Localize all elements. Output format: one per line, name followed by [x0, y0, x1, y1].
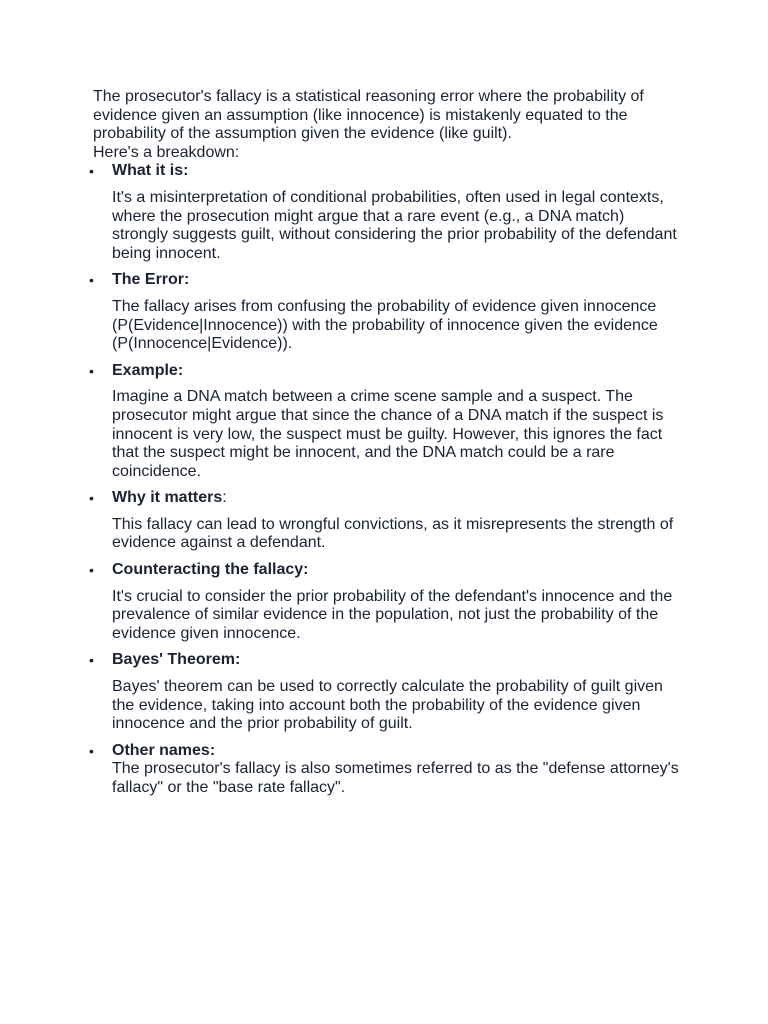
- item-title: [112, 271, 683, 290]
- item-title: [112, 162, 683, 181]
- intro-lead: Here's a breakdown:: [93, 143, 240, 161]
- list-item-bayes-theorem: [89, 651, 683, 733]
- bullet-icon: •: [89, 163, 94, 180]
- item-body: It's crucial to consider the prior probability of the defendant's innocence and the prevalence of similar evidence in the population, not just the probability of the evidence given innocence.: [112, 587, 673, 642]
- item-body: Imagine a DNA match between a crime scene sample and a suspect. The prosecutor might argue that since the chance of a DNA match if the suspect is innocent is very low, the suspect must be guilty. However, this ignores the fact that the suspect might be innocent, and the DNA match could be a rare coincidence.: [112, 388, 664, 480]
- list-item-the-error: [89, 271, 683, 353]
- list-item-other-names: [89, 741, 683, 798]
- item-title-text: Bayes' Theorem: [112, 651, 235, 669]
- item-title-colon: :: [209, 741, 216, 759]
- list-item-example: [89, 361, 683, 482]
- item-title-text: The Error: [112, 271, 185, 289]
- item-title-colon: :: [234, 651, 241, 669]
- item-body: It's a misinterpretation of conditional probabilities, often used in legal contexts, where the prosecution might argue that a rare event (e.g., a DNA match) strongly suggests guilt, without considering the prior probability of the defendant being innocent.: [112, 188, 677, 262]
- bullet-icon: •: [89, 562, 94, 579]
- item-body: Bayes' theorem can be used to correctly calculate the probability of guilt given the evidence, taking into account both the probability of the evidence given innocence and the prior probability of guilt.: [112, 678, 663, 733]
- item-title-text: Why it matters: [112, 489, 223, 507]
- item-title-text: Example: [112, 361, 178, 379]
- item-title-colon: :: [184, 271, 190, 289]
- document-page: [89, 88, 683, 806]
- item-title: [112, 561, 683, 580]
- bullet-icon: •: [89, 272, 94, 289]
- item-body: The fallacy arises from confusing the probability of evidence given innocence (P(Evidence|Innocence)) with the probability of innocence given the evidence (P(Innocence|Evidence)).: [112, 297, 658, 353]
- intro-section: [93, 88, 683, 162]
- item-title-colon: :: [222, 489, 227, 507]
- bullet-icon: •: [89, 742, 94, 759]
- item-title-colon: :: [177, 361, 184, 379]
- item-title: [112, 651, 683, 670]
- item-title-text: Other names: [112, 741, 210, 759]
- item-body: This fallacy can lead to wrongful convictions, as it misrepresents the strength of evidence against a defendant.: [112, 515, 674, 552]
- bullet-icon: •: [89, 362, 94, 379]
- item-title-text: What it is: [112, 162, 184, 180]
- breakdown-list: [89, 162, 683, 797]
- list-item-what-it-is: [89, 162, 683, 263]
- item-title-text: Counteracting the fallacy: [112, 561, 304, 579]
- item-title: [112, 742, 683, 761]
- item-title: [112, 489, 683, 508]
- list-item-counteracting: [89, 561, 683, 643]
- item-title: [112, 362, 683, 381]
- item-title-colon: :: [183, 162, 189, 180]
- item-title-colon: :: [303, 561, 309, 579]
- intro-paragraph: The prosecutor's fallacy is a statistical reasoning error where the probability of evidence given an assumption (like innocence) is mistakenly equated to the probability of the assumption given the evidence (like guilt).: [93, 88, 644, 143]
- item-body: The prosecutor's fallacy is also sometimes referred to as the "defense attorney's fallacy" or the "base rate fallacy".: [112, 760, 679, 796]
- bullet-icon: •: [89, 652, 94, 669]
- bullet-icon: •: [89, 490, 94, 507]
- list-item-why-it-matters: [89, 489, 683, 553]
